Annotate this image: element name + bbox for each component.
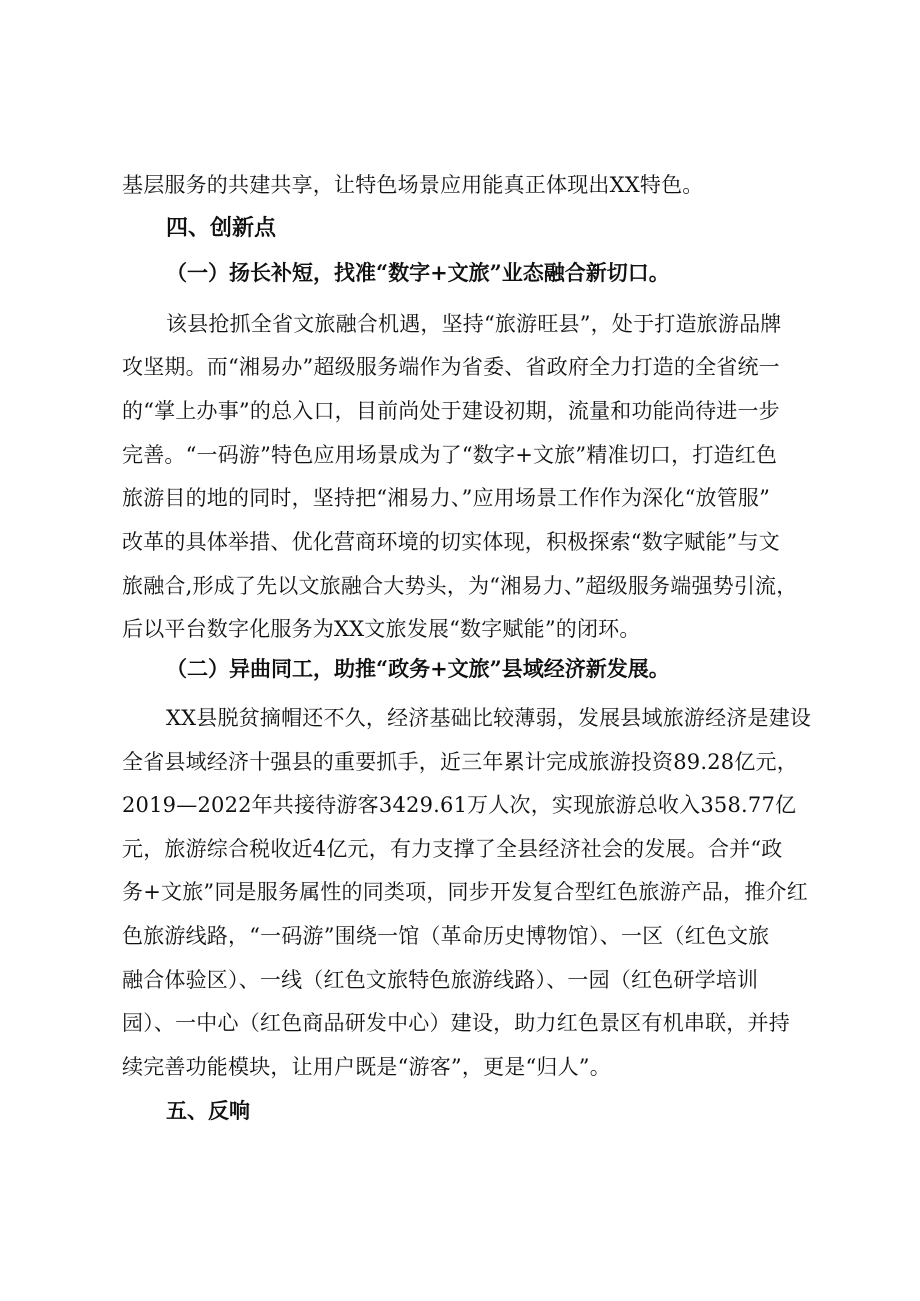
section-5-title: 五、反响 (166, 1099, 250, 1123)
paragraph-line: 色旅游线路，“一码游”围绕一馆（革命历史博物馆）、一区（红色文旅 (122, 924, 770, 948)
paragraph-line: 元，旅游综合税收近4亿元，有力支撑了全县经济社会的发展。合并“政 (122, 837, 783, 861)
paragraph-line: 完善。“一码游”特色应用场景成为了“数字+文旅”精准切口，打造红色 (122, 443, 778, 467)
paragraph-line: 后以平台数字化服务为XX文旅发展“数字赋能”的闭环。 (122, 617, 641, 641)
section-4-title: 四、创新点 (166, 216, 277, 241)
paragraph-line: 融合体验区）、一线（红色文旅特色旅游线路）、一园（红色研学培训 (122, 968, 759, 992)
paragraph-line: 改革的具体举措、优化营商环境的切实体现，积极探索“数字赋能”与文 (122, 530, 780, 554)
paragraph-line: 攻坚期。而“湘易办”超级服务端作为省委、省政府全力打造的全省统一 (122, 355, 780, 379)
paragraph-line: 续完善功能模块，让用户既是“游客”，更是“归人”。 (122, 1055, 611, 1079)
paragraph-line: 全省县域经济十强县的重要抓手，近三年累计完成旅游投资89.28亿元， (122, 750, 798, 774)
paragraph-line: 旅游目的地的同时，坚持把“湘易力、”应用场景工作作为深化“放管服” (122, 486, 771, 510)
paragraph-line: 该县抢抓全省文旅融合机遇，坚持“旅游旺县”，处于打造旅游品牌 (166, 312, 782, 336)
paragraph-line: 旅融合,形成了先以文旅融合大势头，为“湘易力、”超级服务端强势引流， (122, 574, 798, 598)
opening-line: 基层服务的共建共享，让特色场景应用能真正体现出XX特色。 (122, 173, 704, 197)
subsection-1-title: （一）扬长补短，找准“数字+文旅”业态融合新切口。 (166, 260, 670, 285)
paragraph-line: 园）、一中心（红色商品研发中心）建设，助力红色景区有机串联，并持 (122, 1011, 790, 1035)
paragraph-line: XX县脱贫摘帽还不久，经济基础比较薄弱，发展县域旅游经济是建设 (166, 706, 812, 730)
paragraph-line: 务+文旅”同是服务属性的同类项，同步开发复合型红色旅游产品，推介红 (122, 880, 808, 904)
paragraph-line: 的“掌上办事”的总入口，目前尚处于建设初期，流量和功能尚待进一步 (122, 399, 780, 423)
paragraph-line: 2019—2022年共接待游客3429.61万人次，实现旅游总收入358.77亿 (122, 793, 797, 817)
subsection-2-title: （二）异曲同工，助推“政务+文旅”县域经济新发展。 (166, 656, 670, 681)
